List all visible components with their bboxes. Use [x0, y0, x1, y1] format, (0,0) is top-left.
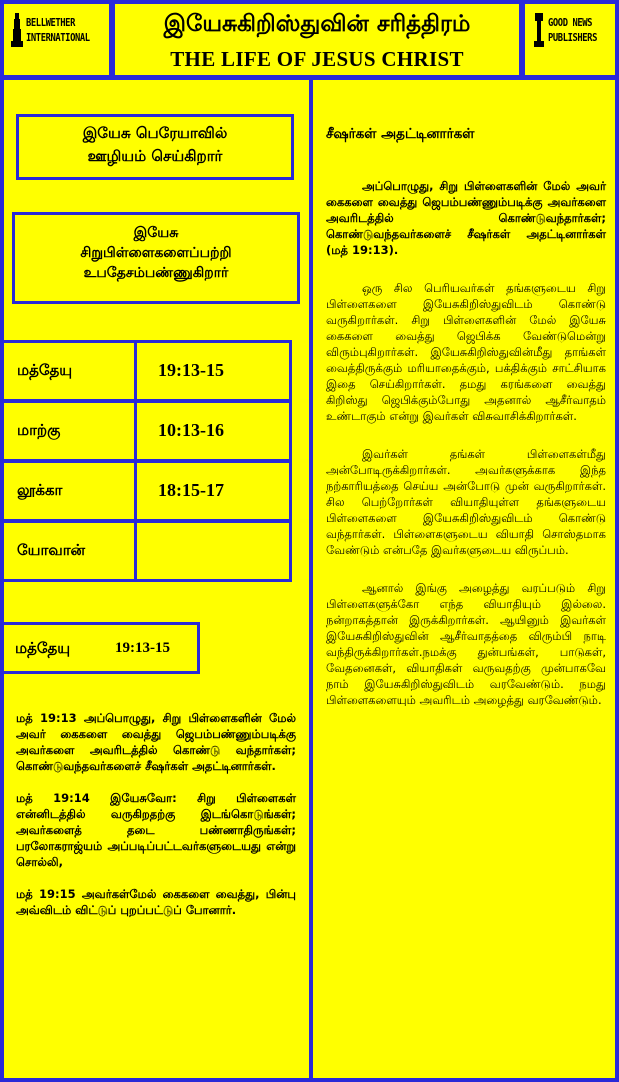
- commentary-column: [326, 126, 606, 730]
- passage-book: மத்தேயு: [15, 639, 71, 657]
- topic-heading-line2: சிறுபிள்ளைகளைப்பற்றி: [80, 245, 232, 261]
- right-logo-line1: GOOD NEWS: [548, 16, 593, 29]
- bell-tower-icon: [11, 13, 23, 47]
- section-heading-line1: இயேசு பெரேயாவில்: [82, 124, 228, 142]
- good-news-logo-text: [548, 15, 597, 45]
- topic-heading-line1: இயேசு: [133, 225, 179, 241]
- reference-book: மாற்கு: [17, 421, 61, 439]
- topic-heading-box: [12, 212, 300, 304]
- reference-separator: [134, 523, 137, 579]
- reference-row: [0, 520, 292, 582]
- torch-icon: [533, 13, 545, 47]
- reference-row: [0, 400, 292, 462]
- reference-book: யோவான்: [17, 541, 86, 559]
- section-heading-line2: ஊழியம் செய்கிறார்: [87, 147, 223, 165]
- scripture-verse: மத் 19:13 அப்பொழுது, சிறு பிள்ளைகளின் மேல் அவர் கைகளை வைத்து ஜெபம்பண்ணும்படிக்கு அவர்களை அவரிடத்தில் கொண்டு வந்தார்கள்; கொண்டுவந்தவர்களைச் சீஷர்கள் அதட்டினார்கள்.: [16, 711, 296, 773]
- reference-verse: 18:15-17: [158, 480, 224, 500]
- reference-row: [0, 340, 292, 402]
- reference-separator: [134, 343, 137, 399]
- reference-book: மத்தேயு: [17, 361, 73, 379]
- reference-separator: [134, 463, 137, 519]
- passage-verse: 19:13-15: [115, 640, 170, 656]
- reference-separator: [134, 403, 137, 459]
- reference-verse: 19:13-15: [158, 360, 224, 380]
- reference-row: [0, 460, 292, 522]
- left-logo-line2: INTERNATIONAL: [26, 31, 90, 44]
- reference-verse: 10:13-16: [158, 420, 224, 440]
- scripture-verse: மத் 19:15 அவர்கள்மேல் கைகளை வைத்து, பின்பு அவ்விடம் விட்டுப் புறப்பட்டுப் போனார்.: [16, 887, 296, 917]
- scripture-passage: [16, 710, 296, 934]
- passage-heading-box: [0, 622, 200, 674]
- bellwether-logo-text: [26, 15, 90, 45]
- good-news-logo: [533, 13, 609, 47]
- header-title-panel: [112, 0, 522, 78]
- commentary-intro: அப்பொழுது, சிறு பிள்ளைகளின் மேல் அவர் கைகளை வைத்து ஜெபம்பண்ணும்படிக்கு அவர்களை அவரிடத்தில் கொண்டுவந்தார்கள்; கொண்டுவந்தவர்களைச் சீஷர்கள் அதட்டினார்கள் (மத் 19:13).: [326, 179, 606, 257]
- title-english: THE LIFE OF JESUS CHRIST: [170, 47, 464, 71]
- header-left-logo-panel: [0, 0, 112, 78]
- commentary-title: சீஷர்கள் அதட்டினார்கள்: [326, 126, 475, 142]
- section-heading-box: [16, 114, 294, 180]
- reference-book: லூக்கா: [17, 481, 63, 499]
- commentary-paragraph: ஆனால் இங்கு அழைத்து வரப்படும் சிறு பிள்ளைகளுக்கோ எந்த வியாதியும் இல்லை. நன்றாகத்தான் இருக்கிறார்கள். ஆயினும் இவர்கள் இயேசுகிறிஸ்துவின் ஆசீர்வாதத்தை விரும்பி நாடி வந்திருக்கிறார்கள்.நமக்கு துன்பங்கள், பாடுகள், வேதனைகள், வியாதிகள் வருவதற்கு முன்பாகவே நாம் இயேசுகிறிஸ்துவிடம் வரவேண்டும். நமது பிள்ளைகளையும் அவரிடம் அழைத்து வரவேண்டும்.: [326, 581, 606, 707]
- commentary-paragraph: ஒரு சில பெரியவர்கள் தங்களுடைய சிறு பிள்ளைகளை இயேசுகிறிஸ்துவிடம் கொண்டு வருகிறார்கள். சிறு பிள்ளைகளின் மேல் இயேசு கைகளை வைத்து ஜெபிக்க வேண்டுமென்று விரும்புகிறார்கள். இயேசுகிறிஸ்துவின்மீது தாங்கள் வைத்திருக்கும் மரியாதைக்கும், பக்திக்கும் சாட்சியாக இதை செய்கிறார்கள். தமது கரங்களை வைத்து கிறிஸ்து ஜெபிக்கும்போது அதனால் ஆசீர்வாதம் உண்டாகும் என்று இவர்கள் விசுவாசிக்கிறார்கள்.: [326, 281, 606, 423]
- left-logo-line1: BELLWETHER: [26, 16, 75, 29]
- right-logo-line2: PUBLISHERS: [548, 31, 597, 44]
- header-right-logo-panel: [522, 0, 619, 78]
- title-tamil: இயேசுகிறிஸ்துவின் சரித்திரம்: [163, 11, 471, 37]
- topic-heading-line3: உபதேசம்பண்ணுகிறார்: [83, 265, 229, 281]
- commentary-paragraph: இவர்கள் தங்கள் பிள்ளைகள்மீது அன்போடிருக்கிறார்கள். அவர்களுக்காக இந்த நற்காரியத்தை செய்ய அன்போடு முன் வருகிறார்கள். சில பெற்றோர்கள் வியாதியுள்ள தங்களுடைய பிள்ளைகளை இயேசுகிறிஸ்துவிடம் கொண்டு வந்தார்கள். பிள்ளைகளுடைய வியாதி சொஸ்தமாக வேண்டும் என்பதே இவர்களுடைய விருப்பம்.: [326, 447, 606, 557]
- bellwether-logo: [11, 13, 106, 47]
- scripture-verse: மத் 19:14 இயேசுவோ: சிறு பிள்ளைகள் என்னிடத்தில் வருகிறதற்கு இடங்கொடுங்கள்; அவர்களைத் தடை பண்ணாதிருங்கள்; பரலோகராஜ்யம் அப்படிப்பட்டவர்களுடையது என்று சொல்லி,: [16, 791, 296, 869]
- column-divider: [309, 78, 313, 1082]
